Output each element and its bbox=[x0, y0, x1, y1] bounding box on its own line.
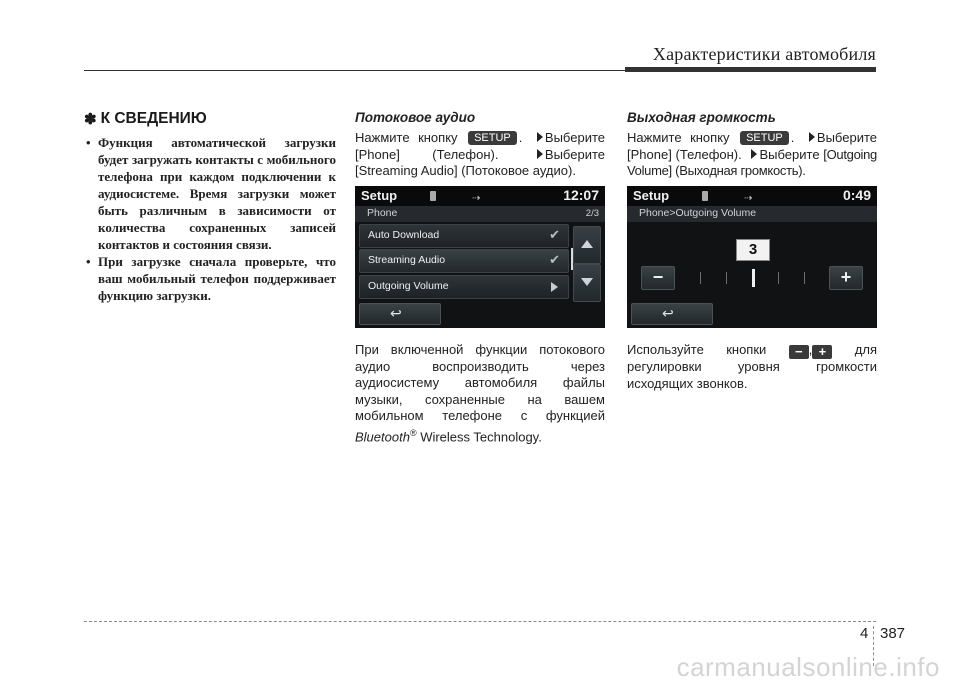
volume-down-button[interactable]: − bbox=[641, 266, 675, 290]
return-icon: ↩ bbox=[662, 305, 674, 321]
volume-scale bbox=[687, 278, 817, 280]
info-title-text: К СВЕДЕНИЮ bbox=[100, 110, 207, 127]
info-heading bbox=[84, 110, 336, 128]
status-icons bbox=[430, 191, 480, 204]
outgoing-desc-b: для регулировки уровня громкости исходящих звонков. bbox=[627, 342, 877, 391]
watermark: carmanualsonline.info bbox=[676, 652, 940, 682]
arrow-right-icon bbox=[537, 132, 543, 142]
screen-breadcrumb: Phone bbox=[367, 207, 398, 219]
menu-item-outgoing-volume[interactable] bbox=[359, 275, 569, 299]
menu-item-label: Outgoing Volume bbox=[368, 280, 449, 292]
setup-button-icon: SETUP bbox=[740, 131, 789, 145]
footer-rule bbox=[84, 621, 876, 622]
arrow-right-icon bbox=[537, 149, 543, 159]
comma-text: , bbox=[808, 342, 813, 357]
bluetooth-icon bbox=[702, 191, 708, 201]
outgoing-volume-screen bbox=[627, 186, 877, 328]
screen-title: Setup bbox=[361, 188, 398, 203]
running-header: Характеристики автомобиля bbox=[652, 44, 876, 64]
info-bullet-1: • Функция автоматической загрузки будет загружать контакты с мобильного телефона при каждом подключении к аудиосистеме. Время загрузки может быть различным в зависимости от количества сохраненных записей контактов и состояния связи. bbox=[84, 134, 336, 253]
setup-phone-screen bbox=[355, 186, 605, 328]
screen-subheader bbox=[355, 206, 605, 222]
phone-option-text: [Phone] (Телефон). bbox=[627, 146, 742, 162]
volume-level-display: 3 bbox=[736, 239, 770, 261]
screen-clock: 12:07 bbox=[563, 187, 599, 203]
screen-header bbox=[355, 186, 605, 206]
plus-button-icon: + bbox=[812, 345, 832, 359]
asterisk-icon: ✽ bbox=[84, 111, 97, 128]
volume-tick bbox=[700, 272, 701, 284]
screen-subheader bbox=[627, 206, 877, 222]
minus-button-icon: − bbox=[789, 345, 809, 359]
arrow-up-icon bbox=[581, 240, 593, 248]
menu-item-streaming-audio[interactable] bbox=[359, 249, 569, 273]
outgoing-volume-steps bbox=[627, 130, 877, 180]
streaming-desc-text bbox=[355, 342, 605, 445]
back-button[interactable] bbox=[359, 303, 441, 325]
press-text: Нажмите кнопку bbox=[355, 130, 458, 145]
setup-button-icon: SETUP bbox=[468, 131, 517, 145]
usb-icon: ⇢ bbox=[744, 193, 753, 204]
chapter-number: 4 bbox=[860, 625, 869, 642]
check-icon: ✔ bbox=[549, 227, 560, 242]
dot-text: . bbox=[790, 130, 795, 145]
select-text-1: Выберите bbox=[816, 130, 877, 145]
outgoing-volume-title: Выходная громкость bbox=[627, 110, 776, 125]
arrow-right-icon bbox=[809, 132, 815, 142]
outgoing-option-text: [Outgoing Volume] (Выходная громкость). bbox=[627, 146, 877, 178]
page-indicator: 2/3 bbox=[585, 208, 599, 219]
back-button[interactable] bbox=[631, 303, 713, 325]
select-text-2: Выберите bbox=[544, 146, 605, 162]
usb-icon: ⇢ bbox=[472, 193, 481, 204]
phone-option-text: [Phone] (Телефон). bbox=[355, 146, 499, 162]
volume-tick bbox=[726, 272, 727, 284]
status-icons bbox=[702, 191, 752, 204]
menu-item-label: Streaming Audio bbox=[368, 254, 446, 266]
press-text: Нажмите кнопку bbox=[627, 130, 730, 145]
bluetooth-brand: Bluetooth bbox=[355, 428, 410, 444]
volume-tick bbox=[778, 272, 779, 284]
play-arrow-icon bbox=[551, 282, 558, 292]
bluetooth-icon bbox=[430, 191, 436, 201]
scroll-up-button[interactable] bbox=[573, 226, 601, 264]
outgoing-volume-description bbox=[627, 342, 877, 392]
streaming-audio-steps bbox=[355, 130, 605, 180]
dot-text: . bbox=[518, 130, 523, 145]
arrow-down-icon bbox=[581, 278, 593, 286]
scroll-down-button[interactable] bbox=[573, 264, 601, 302]
page-number: 387 bbox=[880, 625, 906, 642]
select-text-1: Выберите bbox=[544, 130, 605, 145]
volume-up-button[interactable]: + bbox=[829, 266, 863, 290]
registered-mark: ® bbox=[409, 427, 417, 438]
info-bullet-2: • При загрузке сначала проверьте, что ваш мобильный телефон поддерживает функцию загрузки. bbox=[84, 253, 336, 304]
volume-tick bbox=[804, 272, 805, 284]
outgoing-volume-section bbox=[627, 110, 877, 180]
header-rule-bold bbox=[625, 67, 876, 72]
check-icon: ✔ bbox=[549, 252, 560, 267]
screen-title: Setup bbox=[633, 188, 670, 203]
outgoing-desc-text bbox=[627, 342, 877, 392]
select-text-2: Выберите bbox=[759, 146, 820, 162]
volume-current-tick bbox=[752, 269, 755, 287]
info-bullet-list bbox=[84, 134, 336, 304]
outgoing-desc-a: Используйте кнопки bbox=[627, 342, 767, 357]
streaming-desc-tail: Wireless Technology. bbox=[416, 428, 542, 444]
screen-breadcrumb: Phone>Outgoing Volume bbox=[639, 207, 757, 219]
screen-clock: 0:49 bbox=[842, 187, 871, 203]
streaming-audio-title: Потоковое аудио bbox=[355, 110, 476, 125]
streaming-option-text: [Streaming Audio] (Потоковое аудио). bbox=[355, 163, 576, 178]
info-section bbox=[84, 110, 336, 304]
streaming-audio-description bbox=[355, 342, 605, 445]
arrow-right-icon bbox=[751, 149, 757, 159]
menu-item-label: Auto Download bbox=[368, 229, 440, 241]
return-icon: ↩ bbox=[390, 305, 402, 321]
streaming-audio-section bbox=[355, 110, 605, 180]
screen-header bbox=[627, 186, 877, 206]
streaming-desc-main: При включенной функции потокового аудио воспроизводить через аудиосистему автомобиля файлы музыки, сохраненные на вашем мобильном телефоне с функцией bbox=[355, 342, 605, 423]
menu-item-auto-download[interactable] bbox=[359, 224, 569, 248]
